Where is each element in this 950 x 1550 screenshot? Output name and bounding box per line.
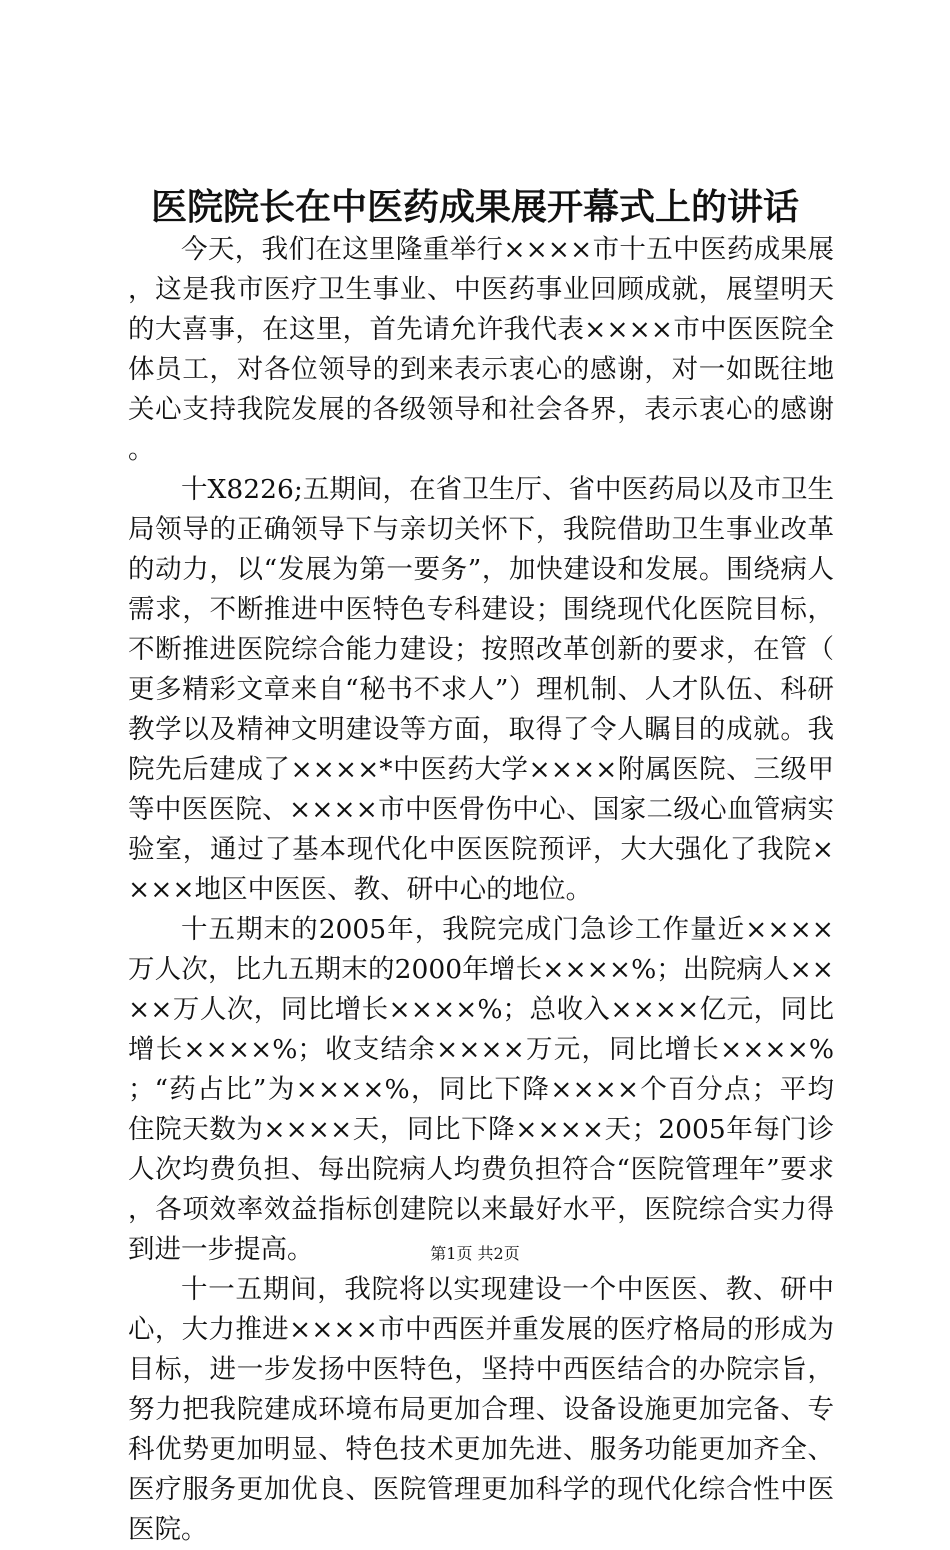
document-title: 医院院长在中医药成果展开幕式上的讲话 <box>150 186 799 228</box>
paragraph-3: 十五期末的2005年，我院完成门急诊工作量近××××万人次，比九五期末的2000年增长××××%；出院病人××××万人次，同比增长××××%；总收入××××亿元，同比增长××××%；收支结余××××万元，同比增长××××%；“药占比”为××××%，同比下降××××个百分点；平均住院天数为××××天，同比下降××××天；2005年每门诊人次均费负担、每出院病人均费负担符合“医院管理年”要求，各项效率效益指标创建院以来最好水平，医院综合实力得到进一步提高。 <box>128 914 834 1265</box>
document-body <box>128 230 834 1550</box>
paragraph-4: 十一五期间，我院将以实现建设一个中医医、教、研中心，大力推进××××市中西医并重发展的医疗格局的形成为目标，进一步发扬中医特色，坚持中西医结合的办院宗旨，努力把我院建成环境布局更加合理、设备设施更加完备、专科优势更加明显、特色技术更加先进、服务功能更加齐全、医疗服务更加优良、医院管理更加科学的现代化综合性中医医院。 <box>128 1274 834 1545</box>
paragraph-2: 十X8226;五期间，在省卫生厅、省中医药局以及市卫生局领导的正确领导下与亲切关怀下，我院借助卫生事业改革的动力，以“发展为第一要务”，加快建设和发展。围绕病人需求，不断推进中医特色专科建设；围绕现代化医院目标，不断推进医院综合能力建设；按照改革创新的要求，在管（更多精彩文章来自“秘书不求人”）理机制、人才队伍、科研教学以及精神文明建设等方面，取得了令人瞩目的成就。我院先后建成了××××*中医药大学××××附属医院、三级甲等中医医院、××××市中医骨伤中心、国家二级心血管病实验室，通过了基本现代化中医医院预评，大大强化了我院××××地区中医医、教、研中心的地位。 <box>128 474 834 905</box>
paragraph-1: 今天，我们在这里隆重举行××××市十五中医药成果展，这是我市医疗卫生事业、中医药事业回顾成就，展望明天的大喜事，在这里，首先请允许我代表××××市中医医院全体员工，对各位领导的到来表示衷心的感谢，对一如既往地关心支持我院发展的各级领导和社会各界，表示衷心的感谢。 <box>128 234 834 465</box>
page-footer: 第1页 共2页 <box>430 1244 520 1263</box>
